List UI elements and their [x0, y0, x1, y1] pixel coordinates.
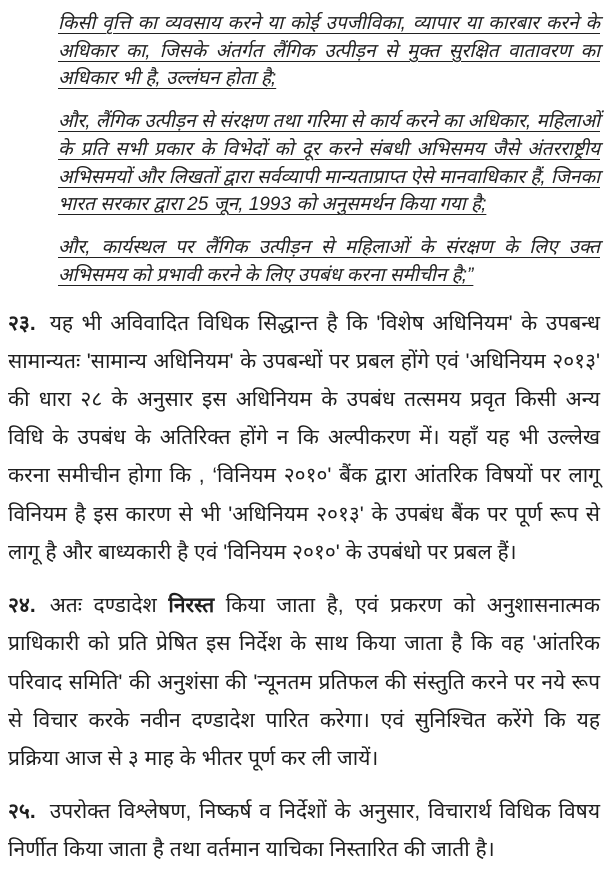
paragraph-25-text: उपरोक्त विश्लेषण, निष्कर्ष व निर्देशों के अनुसार, विचारार्थ विधिक विषय निर्णीत किया जाता है तथा वर्तमान याचिका निस्तारित की जाती है।: [8, 800, 600, 862]
quote-paragraph-2: और, लैंगिक उत्पीड़न से संरक्षण तथा गरिमा से कार्य करने का अधिकार, महिलाओं के प्रति सभी प्रकार के विभेदों को दूर करने संबधी अभिसमय जैसे अंतरराष्ट्रीय अभिसमयों और लिखतों द्वारा सर्वव्यापी मान्यताप्राप्त ऐसे मानवाधिकार हैं, जिनका भारत सरकार द्वारा 25 जून, 1993 को अनुसमर्थन किया गया है;: [58, 111, 600, 216]
paragraph-24-number: २४.: [8, 594, 36, 618]
paragraph-24-text-before: अतः दण्डादेश: [49, 594, 169, 618]
paragraph-23-number: २३.: [8, 311, 36, 335]
quote-paragraph-3: और, कार्यस्थल पर लैंगिक उत्पीड़न से महिलाओं के संरक्षण के लिए उक्त अभिसमय को प्रभावी करने के लिए उपबंध करना समीचीन है;”: [58, 237, 600, 286]
paragraph-24-bold-word: निरस्त: [168, 594, 215, 618]
paragraph-23-text: यह भी अविवादित विधिक सिद्धान्त है कि 'विशेष अधिनियम' के उपबन्ध सामान्यतः 'सामान्य अधिनियम' के उपबन्धों पर प्रबल होंगे एवं 'अधिनियम २०१३' की धारा २८ के अनुसार इस अधिनियम के उपबंध तत्समय प्रवृत किसी अन्य विधि के उपबंध के अतिरिक्त होंगे न कि अल्पीकरण में। यहाँ यह भी उल्लेख करना समीचीन होगा कि , ‘विनियम २०१०' बैंक द्वारा आंतरिक विषयों पर लागू विनियम है इस कारण से भी 'अधिनियम २०१३' के उपबंध बैंक पर पूर्ण रूप से लागू है और बाध्यकारी है एवं 'विनियम २०१०' के उपबंधो पर प्रबल हैं।: [8, 311, 600, 564]
quote-paragraph-1: किसी वृत्ति का व्यवसाय करने या कोई उपजीविका, व्यापार या कारबार करने के अधिकार का, जिसके अंतर्गत लैंगिक उत्पीड़न से मुक्त सुरक्षित वातावरण का अधिकार भी है, उल्लंघन होता है;: [58, 13, 600, 90]
paragraph-23: [8, 305, 600, 573]
quoted-statute-block: [58, 10, 600, 290]
paragraph-24-text-after: किया जाता है, एवं प्रकरण को अनुशासनात्मक प्राधिकारी को प्रति प्रेषित इस निर्देश के साथ किया जाता है कि वह 'आंतरिक परिवाद समिति' की अनुशंसा की 'न्यूनतम प्रतिफल की संस्तुति करने पर नये रूप से विचार करके नवीन दण्डादेश पारित करेगा। एवं सुनिश्चित करेंगे कि यह प्रक्रिया आज से ३ माह के भीतर पूर्ण कर ली जायें।: [8, 594, 600, 771]
paragraph-24: [8, 587, 600, 778]
paragraph-25: [8, 793, 600, 869]
paragraph-25-number: २५.: [8, 800, 36, 824]
